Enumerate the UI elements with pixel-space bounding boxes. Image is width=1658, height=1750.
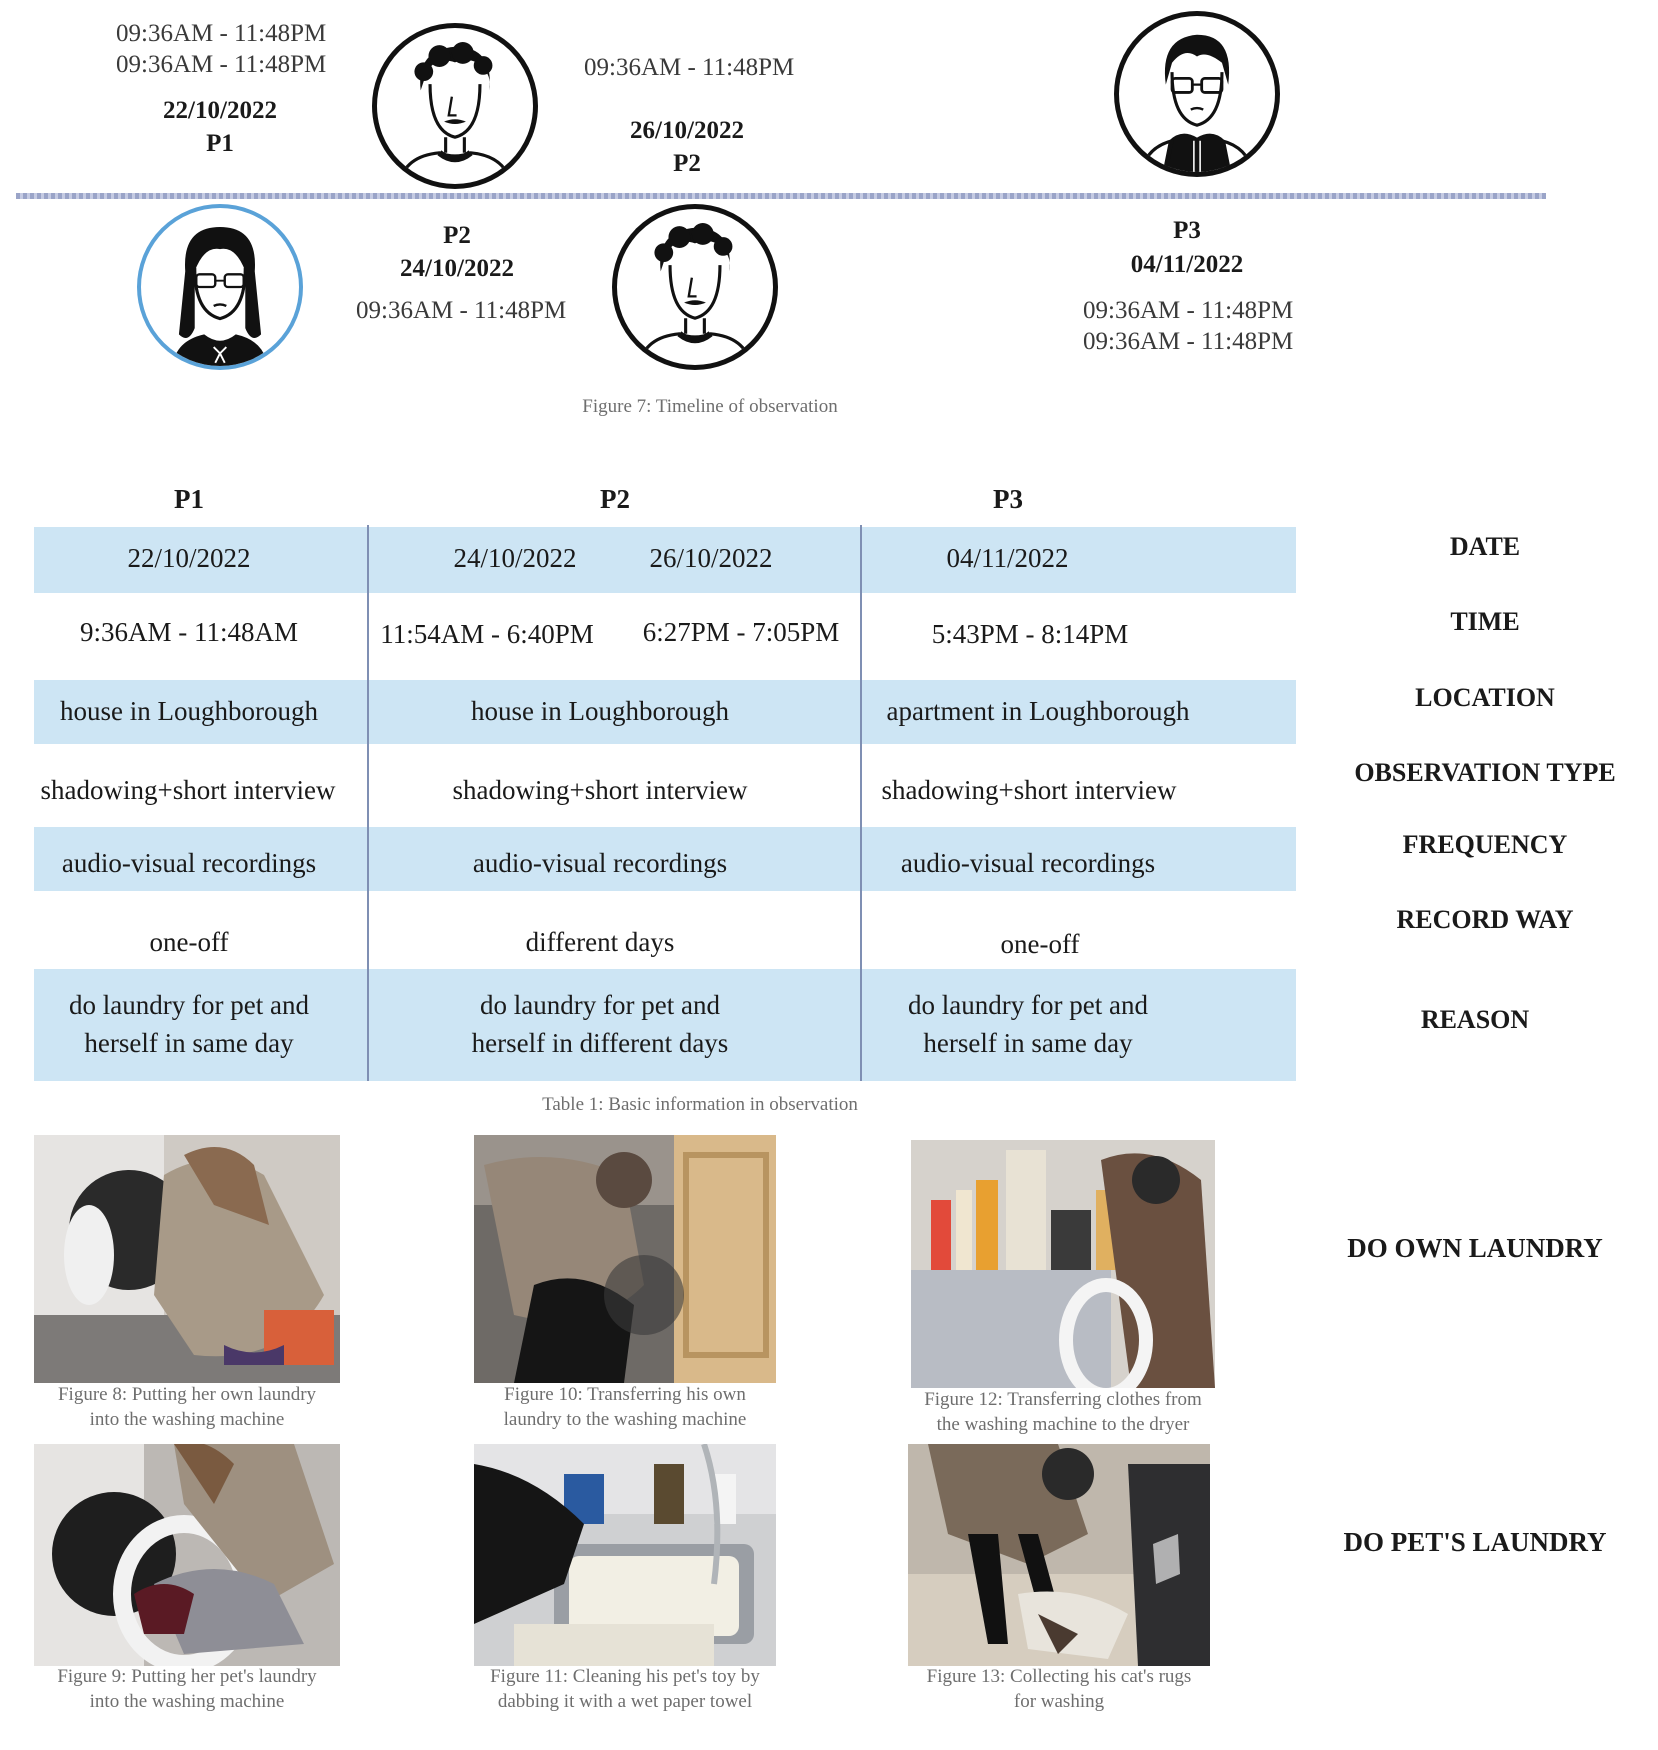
- caption-fig9-line2: into the washing machine: [89, 1691, 285, 1712]
- table-caption: Table 1: Basic information in observation: [542, 1094, 858, 1115]
- timeline-p3-date: 04/11/2022: [1130, 251, 1244, 278]
- cell-reason-p2-line2: herself in different days: [471, 1028, 729, 1058]
- timeline-caption: Figure 7: Timeline of observation: [582, 396, 838, 417]
- cell-observation-p3: shadowing+short interview: [881, 775, 1177, 805]
- laundry-photo-icon: [474, 1135, 776, 1383]
- timeline-p1-time-1: 09:36AM - 11:48PM: [116, 20, 327, 47]
- avatar-p2-bottom: [612, 204, 778, 370]
- timeline-p3-label: P3: [1173, 217, 1201, 244]
- cell-reason-p3-line1: do laundry for pet and: [908, 990, 1148, 1020]
- laundry-photo-icon: [908, 1444, 1210, 1666]
- caption-fig13-line2: for washing: [1013, 1691, 1105, 1712]
- timeline-p2a-time: 09:36AM - 11:48PM: [356, 297, 567, 324]
- woman-long-hair-glasses-icon: [141, 208, 299, 366]
- timeline-p3-time-1: 09:36AM - 11:48PM: [1083, 297, 1294, 324]
- table-divider-1: [367, 525, 369, 1081]
- row-label-frequency: FREQUENCY: [1402, 830, 1568, 859]
- side-label-pet-laundry: DO PET'S LAUNDRY: [1343, 1527, 1607, 1557]
- table-header-p3: P3: [993, 484, 1023, 514]
- avatar-p1: [137, 204, 303, 370]
- timeline-p2a-label: P2: [443, 222, 471, 249]
- caption-fig10-line2: laundry to the washing machine: [503, 1409, 747, 1430]
- timeline-p1-time-2: 09:36AM - 11:48PM: [116, 51, 327, 78]
- cell-location-p1: house in Loughborough: [60, 696, 318, 726]
- timeline-p2a-date: 24/10/2022: [400, 255, 514, 282]
- cell-date-p1: 22/10/2022: [127, 543, 251, 573]
- timeline-p2b-time: 09:36AM - 11:48PM: [584, 54, 795, 81]
- timeline-p2b-date: 26/10/2022: [630, 117, 744, 144]
- laundry-photo-icon: [34, 1135, 340, 1383]
- timeline-p1-date: 22/10/2022: [163, 97, 277, 124]
- cell-frequency-p1: one-off: [149, 927, 229, 957]
- photo-fig9: [34, 1444, 340, 1666]
- row-label-time: TIME: [1450, 607, 1520, 636]
- cell-time-p2a: 11:54AM - 6:40PM: [380, 619, 594, 649]
- avatar-p3-top: [1114, 11, 1280, 177]
- caption-fig9-line1: Figure 9: Putting her pet's laundry: [57, 1666, 317, 1687]
- caption-fig11-line1: Figure 11: Cleaning his pet's toy by: [490, 1666, 760, 1687]
- caption-fig12-line1: Figure 12: Transferring clothes from: [924, 1389, 1202, 1410]
- cell-recording-p1: audio-visual recordings: [61, 848, 317, 878]
- photo-fig10: [474, 1135, 776, 1383]
- cell-frequency-p2: different days: [525, 927, 675, 957]
- avatar-p2-top: [372, 23, 538, 189]
- caption-fig13-line1: Figure 13: Collecting his cat's rugs: [926, 1666, 1192, 1687]
- cell-reason-p1-line2: herself in same day: [84, 1028, 294, 1058]
- man-curly-hair-icon: [377, 28, 533, 184]
- cell-reason-p2-line1: do laundry for pet and: [480, 990, 720, 1020]
- laundry-photo-icon: [911, 1140, 1215, 1388]
- cell-time-p2b: 6:27PM - 7:05PM: [642, 617, 840, 647]
- cell-observation-p2: shadowing+short interview: [452, 775, 748, 805]
- row-label-observation-type: OBSERVATION TYPE: [1354, 758, 1616, 787]
- cell-time-p3: 5:43PM - 8:14PM: [931, 619, 1129, 649]
- caption-fig12-line2: the washing machine to the dryer: [936, 1414, 1190, 1435]
- timeline-p3-time-2: 09:36AM - 11:48PM: [1083, 328, 1294, 355]
- row-label-record-way: RECORD WAY: [1396, 905, 1574, 934]
- caption-fig8-line2: into the washing machine: [89, 1409, 285, 1430]
- cell-location-p2: house in Loughborough: [471, 696, 729, 726]
- caption-fig11-line2: dabbing it with a wet paper towel: [497, 1691, 753, 1712]
- cell-recording-p2: audio-visual recordings: [472, 848, 728, 878]
- man-glasses-hoodie-icon: [1119, 16, 1275, 172]
- photo-fig8: [34, 1135, 340, 1383]
- row-label-reason: REASON: [1420, 1005, 1530, 1034]
- table-header-p1: P1: [174, 484, 204, 514]
- timeline-axis: [16, 193, 1546, 199]
- laundry-photo-icon: [34, 1444, 340, 1666]
- cell-date-p3: 04/11/2022: [946, 543, 1069, 573]
- cell-frequency-p3: one-off: [1000, 929, 1080, 959]
- caption-fig8-line1: Figure 8: Putting her own laundry: [57, 1384, 317, 1405]
- timeline-p2b-label: P2: [673, 150, 701, 177]
- table-divider-2: [860, 525, 862, 1081]
- cell-date-p2a: 24/10/2022: [453, 543, 577, 573]
- cell-observation-p1: shadowing+short interview: [40, 775, 336, 805]
- photo-fig13: [908, 1444, 1210, 1666]
- cell-location-p3: apartment in Loughborough: [886, 696, 1190, 726]
- photo-fig12: [911, 1140, 1215, 1388]
- cell-reason-p1-line1: do laundry for pet and: [69, 990, 309, 1020]
- row-label-location: LOCATION: [1415, 683, 1555, 712]
- timeline-p1-label: P1: [206, 130, 234, 157]
- cell-time-p1: 9:36AM - 11:48AM: [79, 617, 298, 647]
- photo-fig11: [474, 1444, 776, 1666]
- cell-reason-p3-line2: herself in same day: [923, 1028, 1133, 1058]
- side-label-own-laundry: DO OWN LAUNDRY: [1347, 1233, 1603, 1263]
- laundry-photo-icon: [474, 1444, 776, 1666]
- cell-date-p2b: 26/10/2022: [649, 543, 773, 573]
- table-header-p2: P2: [600, 484, 630, 514]
- man-curly-hair-icon: [617, 209, 773, 365]
- row-label-date: DATE: [1449, 532, 1521, 561]
- cell-recording-p3: audio-visual recordings: [900, 848, 1156, 878]
- caption-fig10-line1: Figure 10: Transferring his own: [504, 1384, 746, 1405]
